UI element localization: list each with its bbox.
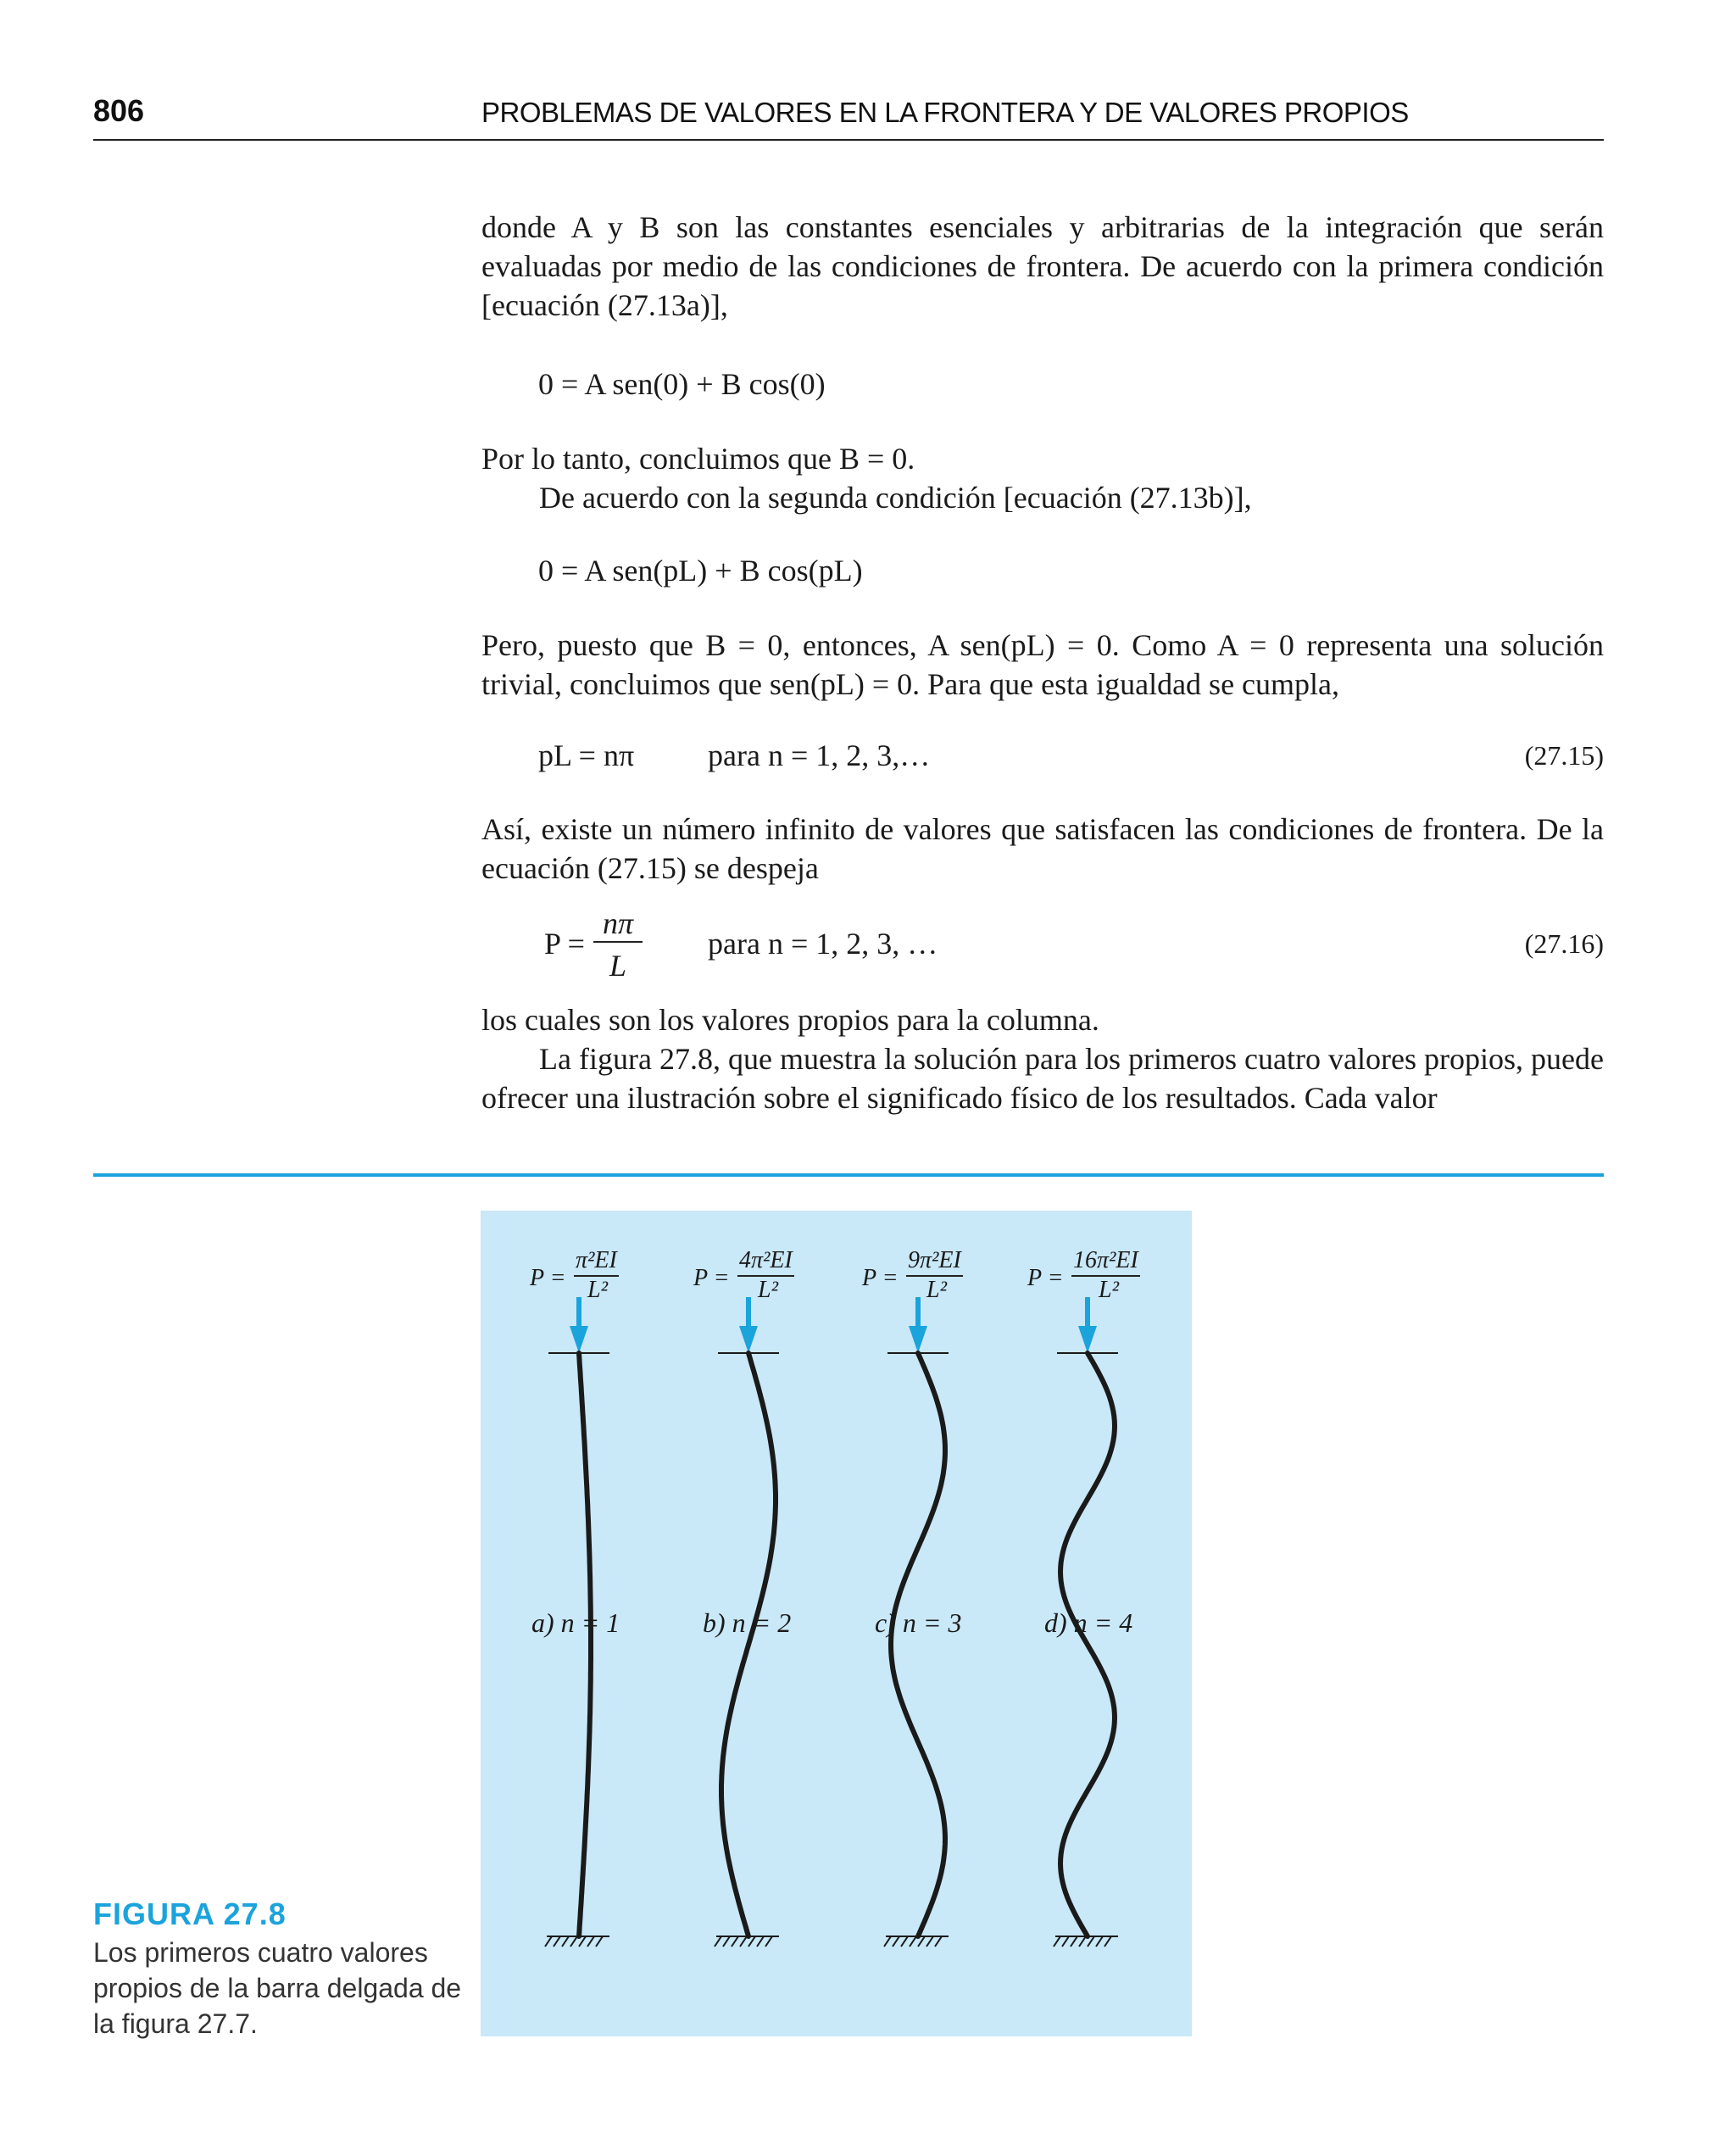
load-label-p: P =	[530, 1265, 566, 1291]
support-hatch	[884, 1936, 891, 1947]
support-hatch	[545, 1936, 552, 1947]
load-denominator: L²	[926, 1277, 947, 1303]
paragraph-3: De acuerdo con la segunda condición [ecuación (27.13b)],	[539, 481, 1252, 515]
page-header	[93, 93, 1604, 141]
support-hatch	[732, 1936, 738, 1947]
support-hatch	[893, 1936, 899, 1947]
load-denominator: L²	[1099, 1277, 1119, 1303]
paragraph-1: donde A y B son las constantes esenciales y arbitrarias de la integración que serán evaluadas por medio de las condiciones de frontera. De acuerdo con la primera condición [ecuación (27.13a)],	[481, 210, 1604, 322]
load-label-p: P =	[1027, 1265, 1064, 1291]
support-hatch	[740, 1936, 747, 1947]
paragraph-6: los cuales son los valores propios para la columna.	[481, 1003, 1099, 1037]
load-denominator: L²	[758, 1277, 778, 1303]
support-hatch	[1104, 1936, 1111, 1947]
support-hatch	[587, 1936, 594, 1947]
section-divider	[93, 1173, 1604, 1177]
sub-letter: c)	[875, 1607, 896, 1638]
load-arrow-head	[739, 1326, 758, 1353]
buckled-column	[721, 1353, 776, 1936]
sub-label-b	[703, 1607, 791, 1639]
buckled-column	[891, 1353, 945, 1936]
running-title: PROBLEMAS DE VALORES EN LA FRONTERA Y DE VALORES PROPIOS	[481, 97, 1409, 128]
support-hatch	[901, 1936, 908, 1947]
load-arrow-head	[1078, 1326, 1097, 1353]
support-hatch	[765, 1936, 772, 1947]
support-hatch	[910, 1936, 916, 1947]
paragraph-7: La figura 27.8, que muestra la solución para los primeros cuatro valores propios, puede ofrecer una ilustración sobre el significado físico de los resultados. Cada valor	[481, 1042, 1604, 1115]
support-hatch	[757, 1936, 764, 1947]
load-label-p: P =	[693, 1265, 730, 1291]
load-label-p: P =	[862, 1265, 899, 1291]
load-arrow-head	[909, 1326, 927, 1353]
support-hatch	[570, 1936, 577, 1947]
sub-letter: b)	[703, 1607, 726, 1638]
support-hatch	[935, 1936, 942, 1947]
load-arrow-head	[570, 1326, 588, 1353]
support-hatch	[554, 1936, 560, 1947]
sub-text: n = 1	[560, 1607, 620, 1638]
sub-label-c	[875, 1607, 961, 1639]
equation-3-lhs: pL = nπ	[538, 738, 635, 772]
sub-letter: d)	[1044, 1607, 1067, 1638]
support-hatch	[1096, 1936, 1103, 1947]
page-number: 806	[93, 93, 145, 128]
buckled-column	[579, 1353, 591, 1936]
equation-4-denominator: L	[609, 949, 627, 983]
figure-label: FIGURA 27.8	[93, 1897, 287, 1931]
paragraph-4: Pero, puesto que B = 0, entonces, A sen(pL) = 0. Como A = 0 representa una solución trivial, concluimos que sen(pL) = 0. Para que esta igualdad se cumpla,	[481, 628, 1604, 701]
sub-text: n = 2	[732, 1607, 792, 1638]
load-numerator: 9π²EI	[906, 1246, 963, 1277]
support-hatch	[562, 1936, 569, 1947]
support-hatch	[926, 1936, 933, 1947]
support-hatch	[715, 1936, 721, 1947]
load-denominator: L²	[587, 1277, 608, 1303]
support-hatch	[723, 1936, 730, 1947]
support-hatch	[1071, 1936, 1077, 1947]
equation-4-number: (27.16)	[1524, 928, 1604, 959]
sub-letter: a)	[531, 1607, 554, 1638]
equation-4-lhs: P =	[544, 927, 585, 961]
equation-1: 0 = A sen(0) + B cos(0)	[538, 367, 826, 401]
support-hatch	[596, 1936, 603, 1947]
paragraph-2: Por lo tanto, concluimos que B = 0.	[481, 442, 915, 476]
sub-label-d	[1044, 1607, 1132, 1639]
figure-caption: Los primeros cuatro valores propios de la barra delgada de la figura 27.7.	[93, 1937, 462, 2039]
load-numerator: π²EI	[574, 1246, 619, 1277]
equation-4-numerator: nπ	[593, 905, 643, 943]
equation-2: 0 = A sen(pL) + B cos(pL)	[538, 554, 863, 588]
load-numerator: 4π²EI	[737, 1246, 794, 1277]
sub-text: n = 4	[1073, 1607, 1133, 1638]
support-hatch	[1054, 1936, 1060, 1947]
load-numerator: 16π²EI	[1071, 1246, 1140, 1277]
support-hatch	[1062, 1936, 1069, 1947]
equation-3-condition: para n = 1, 2, 3,…	[708, 738, 931, 772]
equation-3-number: (27.15)	[1524, 740, 1604, 771]
sub-label-a	[531, 1607, 620, 1639]
buckled-column	[1060, 1353, 1115, 1936]
equation-4-condition: para n = 1, 2, 3, …	[708, 927, 938, 961]
support-hatch	[1079, 1936, 1086, 1947]
sub-text: n = 3	[902, 1607, 962, 1638]
paragraph-5: Así, existe un número infinito de valores que satisfacen las condiciones de frontera. De la ecuación (27.15) se despeja	[481, 812, 1604, 885]
